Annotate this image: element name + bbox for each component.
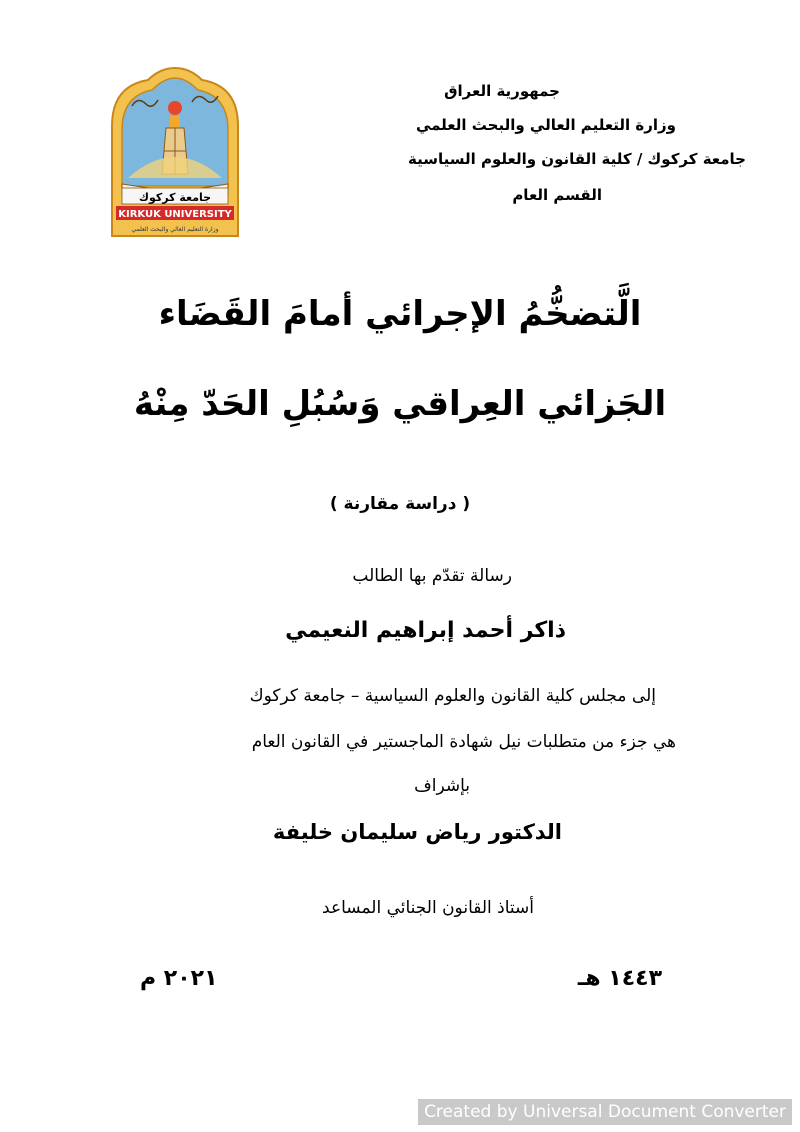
degree-requirement: هي جزء من متطلبات نيل شهادة الماجستير في القانون العام [251,732,676,752]
logo-arabic-name: جامعة كركوك [138,191,212,204]
student-name: ذاكر أحمد إبراهيم النعيمي [285,618,566,643]
supervisor-name: الدكتور رياض سليمان خليفة [272,820,562,844]
date-hijri: ١٤٤٣ هـ [577,966,662,991]
supervision-label: بإشراف [414,776,470,796]
university-logo [108,66,242,238]
supervisor-title: أستاذ القانون الجنائي المساعد [322,898,534,918]
thesis-title-line2: الجَزائي العِراقي وَسُبُلِ الحَدّ مِنْهُ [133,384,667,424]
thesis-title-line1: الَّتضخُّمُ الإجرائي أمامَ القَضَاء [158,294,642,334]
study-type: ( دراسة مقارنة ) [329,494,471,514]
header-country: جمهورية العراق [444,82,560,100]
logo-bottom-text: وزارة التعليم العالي والبحث العلمي [131,226,219,233]
logo-english-name: KIRKUK UNIVERSITY [118,209,232,220]
date-gregorian: ٢٠٢١ م [140,966,218,991]
submitted-by-label: رسالة تقدّم بها الطالب [352,566,512,586]
header-ministry: وزارة التعليم العالي والبحث العلمي [415,116,676,134]
converter-watermark: Created by Universal Document Converter [418,1099,792,1125]
header-department: القسم العام [512,186,602,204]
header-college: جامعة كركوك / كلية القانون والعلوم السياسية [408,150,746,168]
submitted-to: إلى مجلس كلية القانون والعلوم السياسية – جامعة كركوك [249,686,656,706]
